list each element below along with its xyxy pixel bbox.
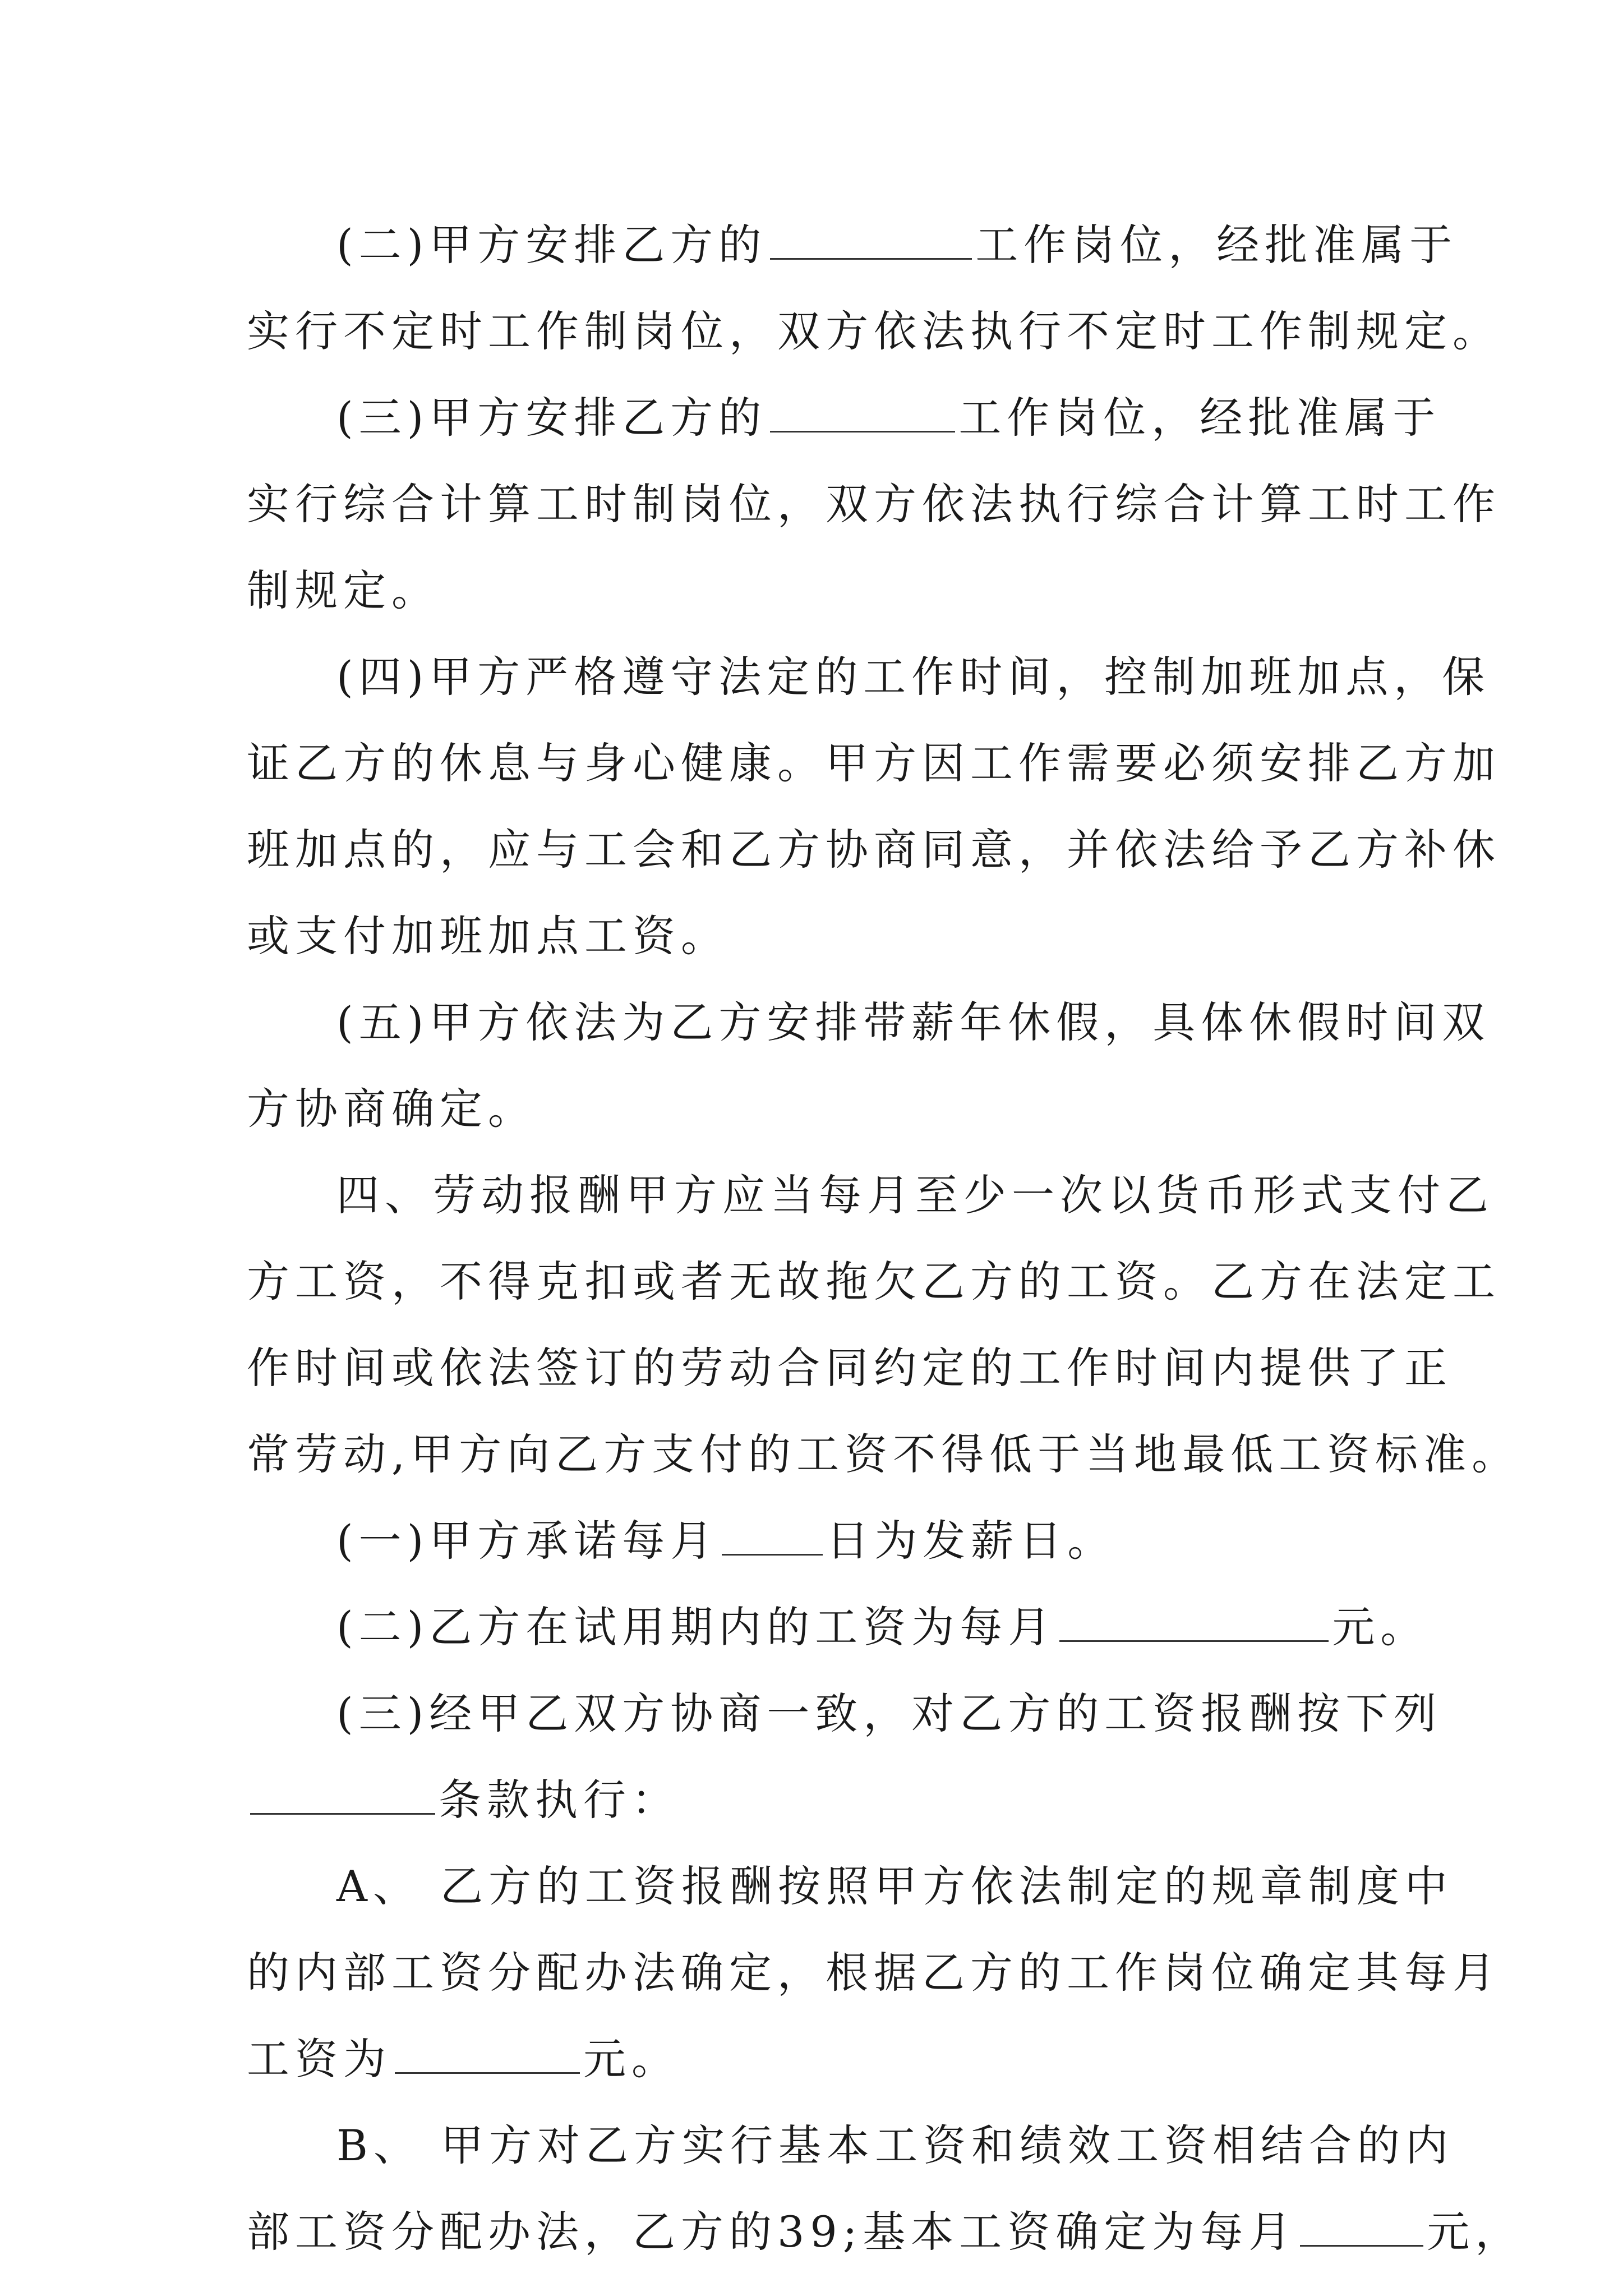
line-text: 实行不定时工作制岗位，双方依法执行不定时工作制规定。: [247, 306, 1501, 356]
line-text: 制规定。: [247, 565, 440, 615]
line-text: 元。: [1332, 1602, 1429, 1652]
line-text: 工作岗位，经批准属于: [975, 220, 1458, 270]
paragraph-line: [247, 1584, 1429, 1671]
line-text: 常劳动,甲方向乙方支付的工资不得低于当地最低工资标准。: [247, 1429, 1520, 1479]
paragraph-line: [247, 375, 1441, 461]
paragraph-line: [247, 202, 1458, 288]
line-text: 实行综合计算工时制岗位，双方依法执行综合计算工时工作: [247, 479, 1501, 529]
line-text: (五)甲方依法为乙方安排带薪年休假，具体休假时间双: [336, 997, 1491, 1047]
line-text: 作时间或依法签订的劳动合同约定的工作时间内提供了正: [247, 1343, 1453, 1393]
line-text: 条款执行：: [439, 1775, 680, 1825]
line-text: 日为发薪日。: [826, 1516, 1116, 1566]
paragraph-line: [247, 1066, 1396, 1152]
paragraph-line: [247, 1930, 1501, 2016]
paragraph-line: [247, 1411, 1520, 1498]
fill-blank: [1059, 1601, 1329, 1642]
paragraph-line: [247, 979, 1491, 1066]
line-text: 证乙方的休息与身心健康。甲方因工作需要必须安排乙方加: [247, 738, 1501, 788]
paragraph-line: [247, 2016, 1396, 2102]
paragraph-line: [247, 2102, 1454, 2189]
line-text: 元。: [583, 2034, 680, 2084]
line-text: 工资为: [247, 2034, 391, 2084]
paragraph-line: [247, 1239, 1501, 1325]
line-text: 的内部工资分配办法确定，根据乙方的工作岗位确定其每月: [247, 1948, 1501, 1998]
paragraph-line: [247, 807, 1501, 893]
line-text: 方工资，不得克扣或者无故拖欠乙方的工资。乙方在法定工: [247, 1257, 1501, 1306]
fill-blank: [1300, 2206, 1423, 2247]
line-text: B、 甲方对乙方实行基本工资和绩效工资相结合的内: [336, 2120, 1454, 2170]
paragraph-line: [247, 1325, 1453, 1411]
paragraph-line: [247, 1757, 1396, 1843]
line-text: 班加点的，应与工会和乙方协商同意，并依法给予乙方补休: [247, 825, 1501, 875]
paragraph-line: [247, 893, 1396, 979]
paragraph-line: [247, 1498, 1396, 1584]
line-text: (三)甲方安排乙方的: [336, 393, 767, 443]
fill-blank: [250, 1774, 435, 1815]
line-text: 元，: [1427, 2207, 1524, 2257]
fill-blank: [770, 392, 955, 432]
paragraph-line: [247, 1843, 1454, 1930]
line-text: (三)经甲乙双方协商一致，对乙方的工资报酬按下列: [336, 1688, 1442, 1738]
line-text: 四、劳动报酬甲方应当每月至少一次以货币形式支付乙: [336, 1170, 1494, 1220]
line-text: (四)甲方严格遵守法定的工作时间，控制加班加点，保: [336, 652, 1491, 702]
paragraph-line: [247, 634, 1491, 720]
line-text: (二)甲方安排乙方的: [336, 220, 767, 270]
line-text: 方协商确定。: [247, 1084, 536, 1134]
paragraph-line: [247, 2189, 1524, 2275]
paragraph-line: [247, 547, 1396, 634]
fill-blank: [395, 2033, 580, 2074]
paragraph-line: [247, 1671, 1442, 1757]
line-text: 或支付加班加点工资。: [247, 911, 729, 961]
line-text: A、 乙方的工资报酬按照甲方依法制定的规章制度中: [336, 1861, 1454, 1911]
line-text: 工作岗位，经批准属于: [958, 393, 1441, 443]
fill-blank: [770, 219, 972, 260]
paragraph-line: [247, 461, 1501, 547]
line-text: 部工资分配办法，乙方的39;基本工资确定为每月: [247, 2207, 1297, 2257]
fill-blank: [722, 1515, 823, 1556]
line-text: (一)甲方承诺每月: [336, 1516, 719, 1566]
paragraph-line: [247, 1152, 1494, 1239]
document-body: [247, 202, 1524, 2275]
paragraph-line: [247, 288, 1501, 375]
line-text: (二)乙方在试用期内的工资为每月: [336, 1602, 1057, 1652]
paragraph-line: [247, 720, 1501, 807]
